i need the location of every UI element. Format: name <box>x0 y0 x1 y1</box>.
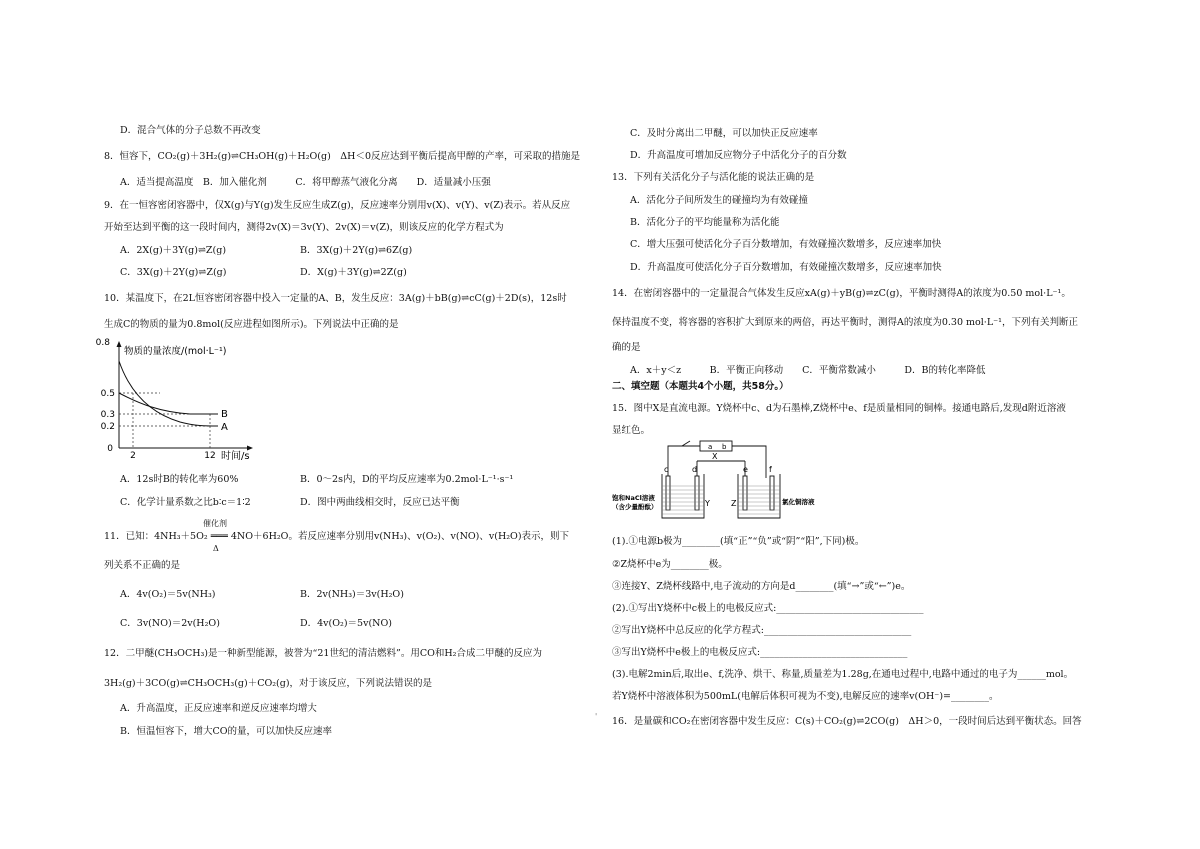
graph-ylabel: 物质的量浓度/(mol·L⁻¹) <box>124 346 227 357</box>
q14-stem-1: 14．在密闭容器中的一定量混合气体发生反应xA(g)＋yB(g)⇌zC(g)，平衡时测得A的浓度为0.50 mol·L⁻¹。 <box>612 288 1071 299</box>
q9-stem-2: 开始至达到平衡的这一段时间内，测得2v(X)＝3v(Y)、2v(X)＝v(Z)，则该反应的化学方程式为 <box>104 222 504 233</box>
q12-option-b: B．恒温恒容下，增大CO的量，可以加快反应速率 <box>120 726 333 737</box>
label-b: B <box>221 409 228 420</box>
graph-origin: 0 <box>107 444 113 454</box>
q14-stem-2: 保持温度不变，将容器的容积扩大到原来的两倍，再达平衡时，测得A的浓度为0.30 mol·L⁻¹，下列有关判断正 <box>612 317 1078 328</box>
q7-option-d: D．混合气体的分子总数不再改变 <box>120 125 261 136</box>
electrode-c <box>666 476 670 510</box>
ytick-0-2: 0.2 <box>100 422 115 432</box>
q15-part3-b: 若Y烧杯中溶液体积为500mL(电解后体积可视为不变),电解反应的速率v(OH⁻)=________。 <box>612 691 999 702</box>
q12-option-d: D．升高温度可增加反应物分子中活化分子的百分数 <box>630 150 847 161</box>
ytick-0-8: 0.8 <box>95 338 110 348</box>
label-a: A <box>221 422 228 433</box>
q13-option-b: B．活化分子的平均能量称为活化能 <box>630 217 780 228</box>
q15-stem-1: 15．图中X是直流电源。Y烧杯中c、d为石墨棒,Z烧杯中e、f是质量相同的铜棒。接通电路后,发现d附近溶液 <box>612 403 1066 414</box>
q11-option-b: B．2v(NH₃)＝3v(H₂O) <box>300 589 404 600</box>
q9-option-d: D．X(g)＋3Y(g)⇌2Z(g) <box>300 267 407 278</box>
q11-stem-1: 11．已知：4NH₃＋5O₂ ═══ 4NO＋6H₂O。若反应速率分别用v(NH₃)、v(O₂)、v(NO)、v(H₂O)表示，则下 <box>104 531 570 542</box>
q13-option-a: A．活化分子间所发生的碰撞均为有效碰撞 <box>630 195 808 206</box>
q10-stem-1: 10．某温度下，在2L恒容密闭容器中投入一定量的A、B，发生反应：3A(g)＋bB(g)⇌cC(g)＋2D(s)，12s时 <box>104 293 567 304</box>
q11-option-d: D．4v(O₂)＝5v(NO) <box>300 618 392 629</box>
q11-heat-label: Δ <box>213 544 219 553</box>
q10-option-a: A．12s时B的转化率为60% <box>120 474 239 485</box>
q15-part2-c: ③写出Y烧杯中e极上的电极反应式:_______________________________ <box>612 647 908 658</box>
electrode-d-label: d <box>692 465 698 474</box>
q15-part2-a: (2).①写出Y烧杯中c极上的电极反应式:_______________________________ <box>612 603 924 614</box>
q9-option-b: B．3X(g)＋2Y(g)⇌6Z(g) <box>300 245 413 256</box>
q8-options: A．适当提高温度 B．加入催化剂 C．将甲醇蒸气液化分离 D．适量减小压强 <box>120 177 491 188</box>
q14-stem-3: 确的是 <box>612 342 641 353</box>
q9-stem-1: 9．在一恒容密闭容器中，仅X(g)与Y(g)发生反应生成Z(g)，反应速率分别用v(X)、v(Y)、v(Z)表示。若从反应 <box>104 200 571 211</box>
curve-a <box>119 361 218 426</box>
q10-option-b: B．0～2s内，D的平均反应速率为0.2mol·L⁻¹·s⁻¹ <box>300 474 514 485</box>
page-mark: ' <box>595 712 598 721</box>
q13-stem: 13．下列有关活化分子与活化能的说法正确的是 <box>612 172 815 183</box>
q11-catalyst-label: 催化剂 <box>203 519 227 528</box>
q9-option-c: C．3X(g)＋2Y(g)⇌Z(g) <box>120 267 227 278</box>
q12-option-a: A．升高温度，正反应速率和逆反应速率均增大 <box>120 703 317 714</box>
graph-guides <box>119 393 210 448</box>
q15-part1-c: ③连接Y、Z烧杯线路中,电子流动的方向是d________(填“→”或“←”)e。 <box>612 581 911 592</box>
electrode-e-label: e <box>743 465 748 474</box>
beaker-y-solution: 饱和NaCl溶液 <box>612 494 655 502</box>
graph-axes <box>117 341 254 451</box>
beaker-z-solution: 氯化铜溶液 <box>782 498 815 506</box>
q12-stem-2: 3H₂(g)＋3CO(g)⇌CH₃OCH₃(g)＋CO₂(g)，对于该反应，下列说法错误的是 <box>104 678 433 689</box>
xtick-2: 2 <box>130 451 136 461</box>
q15-part1-a: (1).①电源b极为________(填“正”“负”或“阴”“阳”,下同)极。 <box>612 536 865 547</box>
power-source-x <box>700 441 732 451</box>
source-x-label: X <box>712 452 718 461</box>
beaker-y-solution-note: （含少量酚酞） <box>612 503 658 511</box>
electrode-e <box>743 476 747 510</box>
q10-option-d: D．图中两曲线相交时，反应已达平衡 <box>300 497 460 508</box>
q15-stem-2: 显红色。 <box>612 425 651 436</box>
electrolysis-diagram <box>612 438 815 524</box>
q15-part1-b: ②Z烧杯中e为________极。 <box>612 559 728 570</box>
wire-right <box>732 446 766 478</box>
q10-stem-2: 生成C的物质的量为0.8mol(反应进程如图所示)。下列说法中正确的是 <box>104 319 399 330</box>
q13-option-c: C．增大压强可使活化分子百分数增加，有效碰撞次数增多，反应速率加快 <box>630 239 942 250</box>
section-2-heading: 二、填空题（本题共4个小题，共58分。） <box>612 381 789 392</box>
q8-stem: 8．恒容下，CO₂(g)＋3H₂(g)⇌CH₃OH(g)＋H₂O(g) ΔH＜0反应达到平衡后提高甲醇的产率，可采取的措施是 <box>104 151 580 162</box>
beaker-y-label: Y <box>705 499 710 508</box>
q9-option-a: A．2X(g)＋3Y(g)⇌Z(g) <box>120 245 227 256</box>
q13-option-d: D．升高温度可使活化分子百分数增加，有效碰撞次数增多，反应速率加快 <box>630 262 942 273</box>
q10-option-c: C．化学计量系数之比b∶c＝1∶2 <box>120 497 251 508</box>
ytick-0-3: 0.3 <box>100 410 115 420</box>
switch <box>682 441 690 446</box>
ytick-0-5: 0.5 <box>100 389 115 399</box>
terminal-a: a <box>708 443 713 451</box>
q15-part2-b: ②写出Y烧杯中总反应的化学方程式:_______________________________ <box>612 625 912 636</box>
q15-part3-a: (3).电解2min后,取出e、f,洗净、烘干、称量,质量差为1.28g,在通电过程中,电路中通过的电子为______mol。 <box>612 669 1074 680</box>
q11-option-c: C．3v(NO)＝2v(H₂O) <box>120 618 220 629</box>
electrode-d <box>695 476 699 510</box>
terminal-b: b <box>722 443 727 451</box>
q11-stem-2: 列关系不正确的是 <box>104 560 181 571</box>
electrode-f <box>770 476 774 510</box>
electrode-f-label: f <box>769 465 772 474</box>
q11-option-a: A．4v(O₂)＝5v(NH₃) <box>120 589 216 600</box>
q14-options: A．x＋y＜z B．平衡正向移动 C．平衡常数减小 D．B的转化率降低 <box>630 365 986 376</box>
xtick-12: 12 <box>204 451 216 461</box>
beaker-z-label: Z <box>731 499 737 508</box>
q12-stem-1: 12．二甲醚(CH₃OCH₃)是一种新型能源，被誉为“21世纪的清洁燃料”。用CO和H₂合成二甲醚的反应为 <box>104 648 542 659</box>
q16-stem: 16．是量碳和CO₂在密闭容器中发生反应：C(s)＋CO₂(g)⇌2CO(g) ΔH＞0，一段时间后达到平衡状态。回答 <box>612 716 1082 727</box>
graph-xlabel: 时间/s <box>221 451 250 462</box>
q12-option-c: C．及时分离出二甲醚，可以加快正反应速率 <box>630 128 818 139</box>
concentration-time-graph <box>95 338 270 468</box>
curve-b <box>119 393 218 414</box>
electrode-c-label: c <box>664 465 669 474</box>
